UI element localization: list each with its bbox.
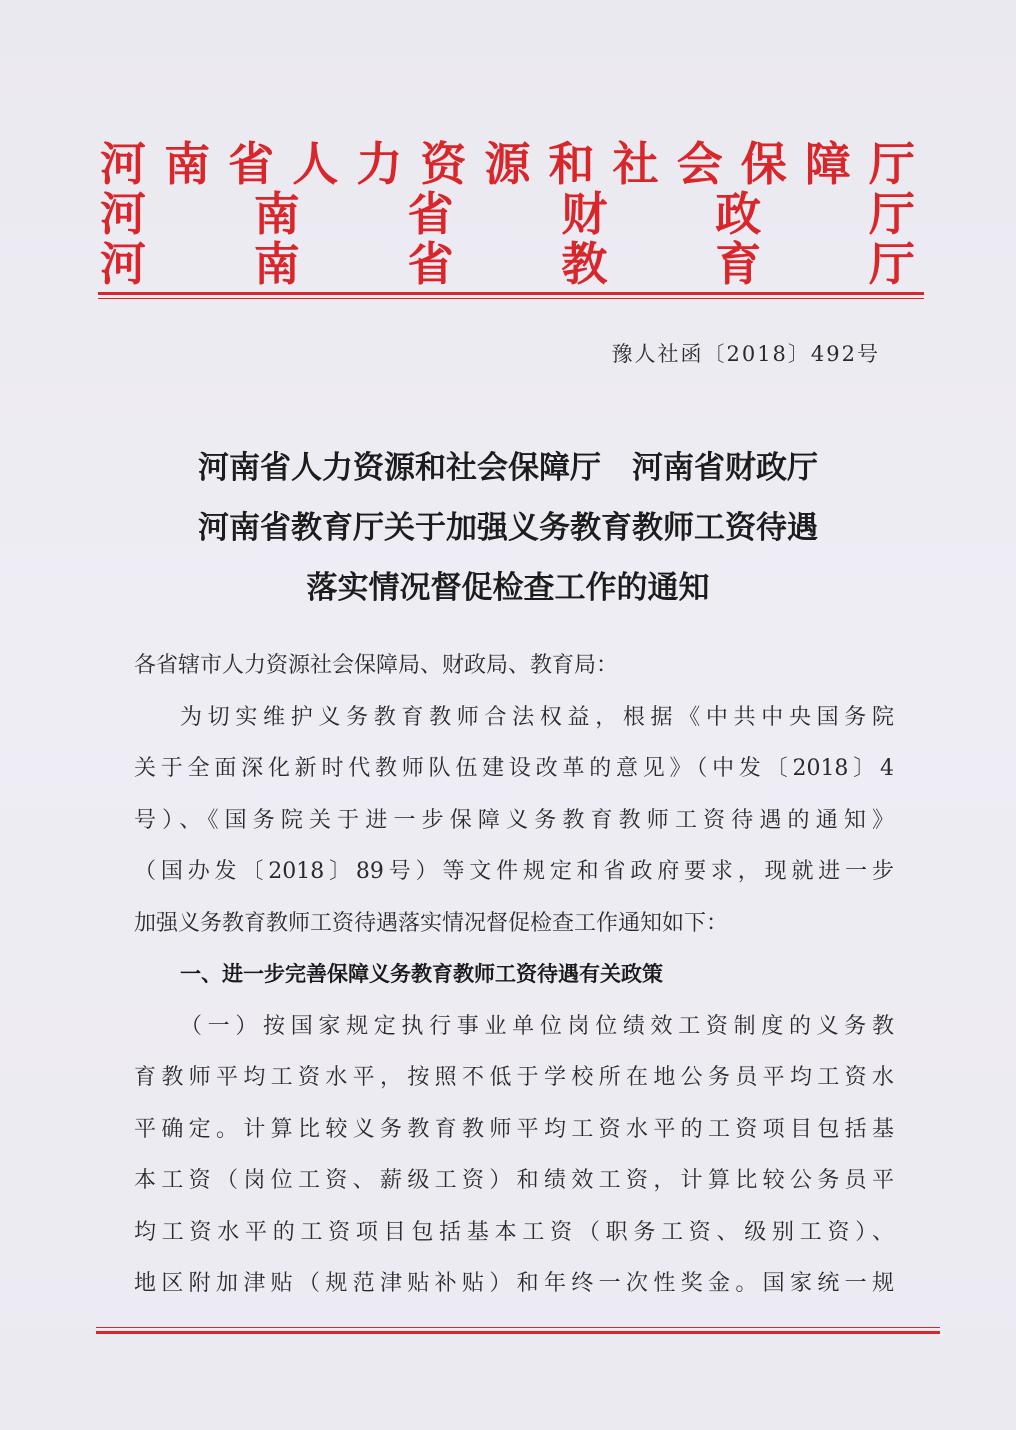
issuer-char: 南 — [253, 187, 300, 241]
issuer-char: 省 — [407, 187, 454, 241]
paragraph-line: 为切实维护义务教育教师合法权益，根据《中共中央国务院 — [180, 704, 894, 730]
paragraph-line: 本工资（岗位工资、薪级工资）和绩效工资，计算比较公务员平 — [134, 1168, 894, 1193]
footer-red-rule-thin — [96, 1327, 940, 1328]
issuer-char: 障 — [804, 137, 851, 191]
paragraph-line: 加强义务教育教师工资待遇落实情况督促检查工作通知如下： — [134, 910, 729, 936]
salutation: 各省辖市人力资源社会保障局、财政局、教育局： — [134, 653, 619, 678]
issuer-char: 省 — [407, 237, 454, 291]
issuer-char: 和 — [548, 137, 595, 191]
paragraph-line: 号）、《国务院关于进一步保障义务教育教师工资待遇的通知》 — [134, 807, 894, 833]
document-number: 豫人社函〔2018〕492号 — [611, 342, 880, 366]
issuer-char: 南 — [164, 137, 211, 191]
issuer-char: 南 — [253, 237, 300, 291]
issuer-line-hrss — [100, 136, 915, 192]
issuer-char: 河 — [100, 187, 146, 241]
title-line: 河南省教育厅关于加强义务教育教师工资待遇 — [198, 510, 818, 546]
issuer-char: 教 — [561, 237, 608, 291]
header-red-rule-thin — [98, 298, 924, 299]
header-red-rule — [98, 292, 924, 295]
issuer-char: 财 — [561, 187, 608, 241]
section-heading: 一、进一步完善保障义务教育教师工资待遇有关政策 — [180, 962, 663, 986]
issuer-char: 河 — [100, 137, 146, 191]
issuer-line-finance — [100, 186, 915, 242]
document-body — [134, 640, 894, 1310]
paragraph-line: 关于全面深化新时代教师队伍建设改革的意见》（中发〔2018〕4 — [134, 756, 894, 781]
title-line: 河南省人力资源和社会保障厅 河南省财政厅 — [198, 450, 818, 486]
issuer-char: 厅 — [868, 187, 915, 241]
title-line: 落实情况督促检查工作的通知 — [306, 570, 710, 606]
issuer-char: 源 — [484, 137, 531, 191]
issuer-char: 政 — [715, 187, 762, 241]
issuer-char: 力 — [356, 137, 403, 191]
paragraph-line: （国办发〔2018〕89号）等文件规定和省政府要求，现就进一步 — [134, 859, 894, 884]
paragraph-line: 地区附加津贴（规范津贴补贴）和年终一次性奖金。国家统一规 — [134, 1271, 894, 1296]
issuer-char: 保 — [740, 137, 787, 191]
issuer-char: 人 — [292, 137, 339, 191]
paragraph-line: 育教师平均工资水平，按照不低于学校所在地公务员平均工资水 — [134, 1065, 894, 1090]
issuer-char: 资 — [420, 137, 467, 191]
issuer-char: 育 — [715, 237, 762, 291]
footer-red-rule — [96, 1331, 940, 1334]
issuer-char: 河 — [100, 237, 146, 291]
document-title — [100, 438, 916, 618]
issuer-char: 厅 — [868, 237, 915, 291]
issuer-char: 社 — [612, 137, 659, 191]
issuer-char: 会 — [676, 137, 723, 191]
paragraph-line: （一）按国家规定执行事业单位岗位绩效工资制度的义务教 — [180, 1013, 894, 1039]
issuer-line-education — [100, 236, 915, 292]
issuer-char: 省 — [228, 137, 275, 191]
paragraph-line: 均工资水平的工资项目包括基本工资（职务工资、级别工资）、 — [134, 1219, 894, 1245]
paragraph-line: 平确定。计算比较义务教育教师平均工资水平的工资项目包括基 — [134, 1116, 894, 1142]
issuer-char: 厅 — [868, 137, 915, 191]
